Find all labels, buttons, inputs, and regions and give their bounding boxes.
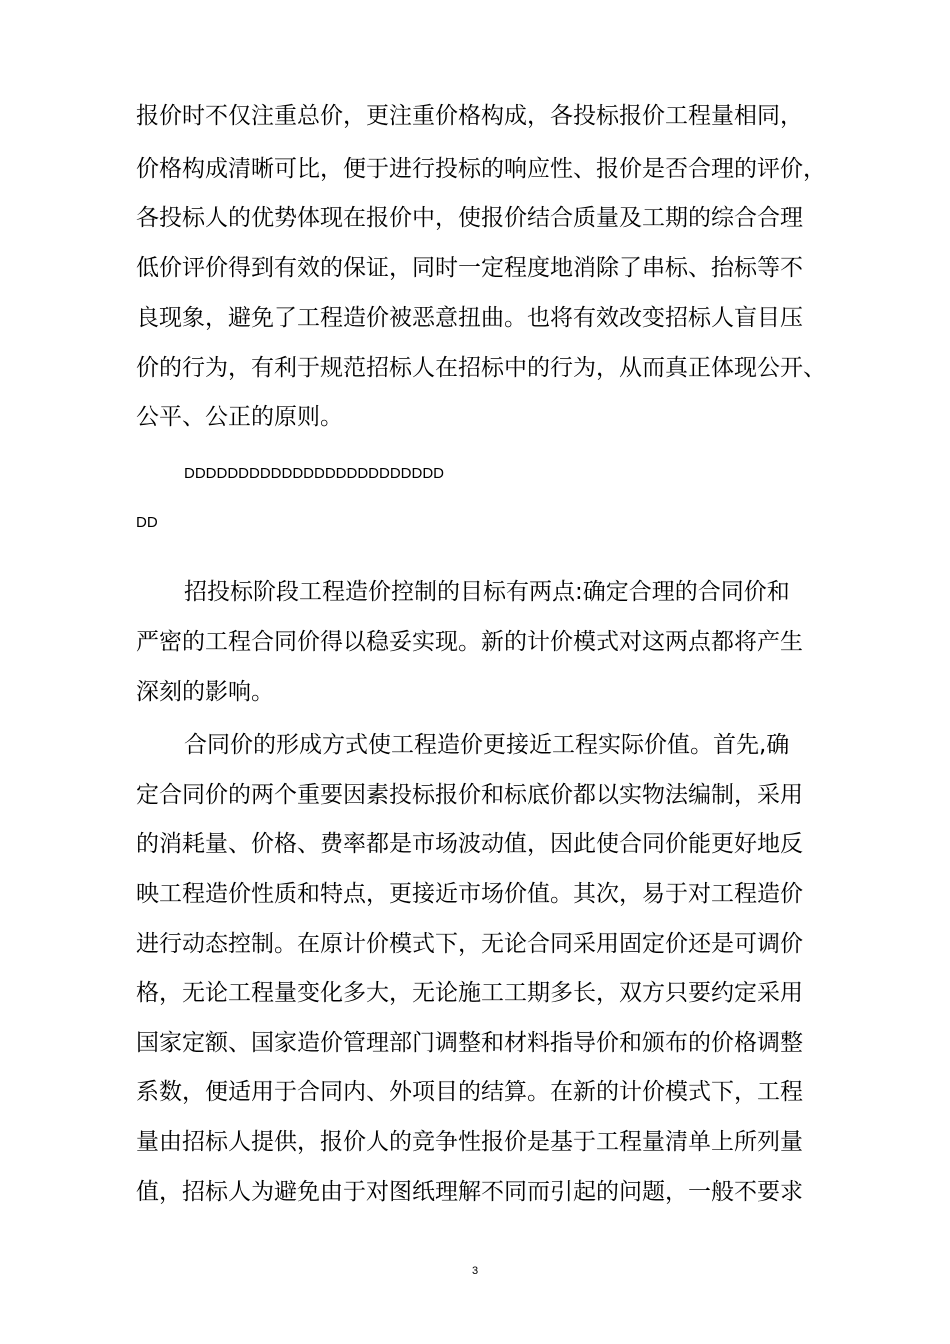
- paragraph-line: 定合同价的两个重要因素投标报价和标底价都以实物法编制，采用: [136, 782, 803, 808]
- paragraph-line: 国家定额、国家造价管理部门调整和材料指导价和颁布的价格调整: [136, 1030, 803, 1056]
- paragraph-line: 公平、公正的原则。: [136, 404, 343, 430]
- paragraph-line: 良现象，避免了工程造价被恶意扭曲。也将有效改变招标人盲目压: [136, 305, 803, 331]
- paragraph-line: 值，招标人为避免由于对图纸理解不同而引起的问题，一般不要求: [136, 1179, 803, 1205]
- heading-line-1: DDDDDDDDDDDDDDDDDDDDDDDD: [184, 465, 444, 482]
- paragraph-line: 格，无论工程量变化多大，无论施工工期多长，双方只要约定采用: [136, 980, 803, 1006]
- paragraph-line: 招投标阶段工程造价控制的目标有两点:确定合理的合同价和: [184, 579, 790, 605]
- paragraph-line: 价的行为，有利于规范招标人在招标中的行为，从而真正体现公开、: [136, 355, 826, 381]
- paragraph-line: 低价评价得到有效的保证，同时一定程度地消除了串标、抬标等不: [136, 255, 803, 281]
- heading-line-2: DD: [136, 514, 158, 531]
- paragraph-line: 报价时不仅注重总价，更注重价格构成，各投标报价工程量相同，: [136, 103, 803, 129]
- paragraph-line: 映工程造价性质和特点，更接近市场价值。其次，易于对工程造价: [136, 881, 803, 907]
- paragraph-line: 的消耗量、价格、费率都是市场波动值，因此使合同价能更好地反: [136, 831, 803, 857]
- page-number: 3: [471, 1265, 479, 1277]
- paragraph-line: 各投标人的优势体现在报价中，使报价结合质量及工期的综合合理: [136, 205, 803, 231]
- paragraph-line: 深刻的影响。: [136, 679, 274, 705]
- paragraph-line: 进行动态控制。在原计价模式下，无论合同采用固定价还是可调价: [136, 931, 803, 957]
- paragraph-line: 价格构成清晰可比，便于进行投标的响应性、报价是否合理的评价，: [136, 156, 826, 182]
- paragraph-line: 量由招标人提供，报价人的竞争性报价是基于工程量清单上所列量: [136, 1129, 803, 1155]
- paragraph-line: 合同价的形成方式使工程造价更接近工程实际价值。首先,确: [184, 732, 790, 758]
- paragraph-line: 严密的工程合同价得以稳妥实现。新的计价模式对这两点都将产生: [136, 629, 803, 655]
- paragraph-line: 系数，便适用于合同内、外项目的结算。在新的计价模式下，工程: [136, 1079, 803, 1105]
